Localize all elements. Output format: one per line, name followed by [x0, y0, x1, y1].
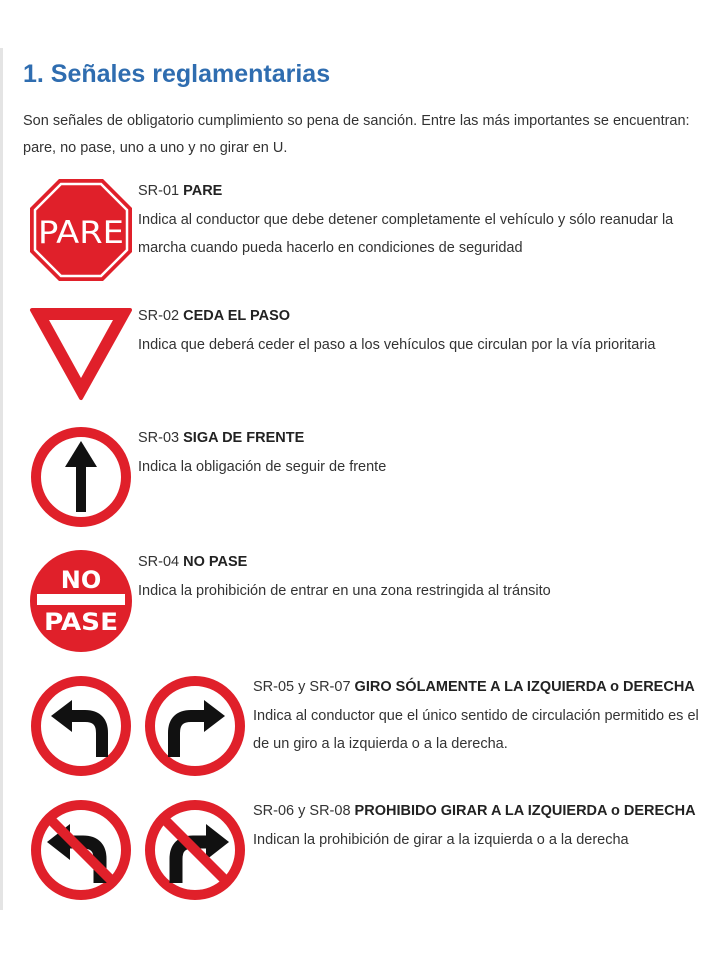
item-heading: [138, 553, 698, 571]
stop-sign-icon: [28, 177, 134, 283]
sign-item-giro-solamente: [0, 673, 720, 793]
item-description: Indica al conductor que el único sentido de circulación permitido es el de un giro a la izquierda o a la derecha.: [253, 708, 699, 752]
item-code: SR-06 y SR-08: [253, 803, 351, 819]
item-heading: [138, 429, 698, 447]
item-description: Indica la prohibición de entrar en una zona restringida al tránsito: [138, 583, 551, 599]
sign-item-prohibido-girar: [0, 797, 720, 917]
item-name: PROHIBIDO GIRAR A LA IZQUIERDA o DERECHA: [354, 803, 696, 819]
turn-right-only-sign-icon: [142, 673, 248, 779]
item-heading: [253, 678, 708, 696]
stop-sign-text: PARE: [38, 215, 124, 251]
item-description: Indican la prohibición de girar a la izquierda o a la derecha: [253, 832, 629, 848]
yield-sign-icon: [28, 304, 134, 410]
no-entry-text-bottom: PASE: [44, 608, 118, 636]
item-name: CEDA EL PASO: [183, 308, 291, 324]
item-name: PARE: [183, 183, 223, 199]
sign-item-pare: [0, 177, 720, 297]
sign-item-no-pase: [0, 548, 720, 668]
intro-paragraph: Son señales de obligatorio cumplimiento so pena de sanción. Entre las más importantes se encuentran: pare, no pase, uno a uno y no girar en U.: [23, 113, 690, 156]
sign-item-siga-de-frente: [0, 424, 720, 544]
turn-left-only-sign-icon: [28, 673, 134, 779]
no-entry-text-top: NO: [60, 566, 102, 594]
straight-ahead-sign-icon: [28, 424, 134, 530]
item-code: SR-03: [138, 430, 180, 446]
item-heading: [138, 307, 698, 325]
item-name: GIRO SÓLAMENTE A LA IZQUIERDA o DERECHA: [354, 679, 695, 695]
item-heading: [253, 802, 708, 820]
item-name: NO PASE: [183, 554, 248, 570]
item-name: SIGA DE FRENTE: [183, 430, 305, 446]
item-code: SR-04: [138, 554, 180, 570]
item-code: SR-05 y SR-07: [253, 679, 351, 695]
page-title: 1. Señales reglamentarias: [23, 60, 331, 88]
no-left-turn-sign-icon: [28, 797, 134, 903]
no-right-turn-sign-icon: [142, 797, 248, 903]
item-description: Indica al conductor que debe detener completamente el vehículo y sólo reanudar la marcha cuando pueda hacerlo en condiciones de seguridad: [138, 212, 674, 256]
item-code: SR-01: [138, 183, 180, 199]
item-code: SR-02: [138, 308, 180, 324]
sign-item-ceda-el-paso: [0, 302, 720, 422]
item-description: Indica la obligación de seguir de frente: [138, 459, 387, 475]
item-heading: [138, 182, 698, 200]
item-description: Indica que deberá ceder el paso a los vehículos que circulan por la vía prioritaria: [138, 337, 656, 353]
no-entry-sign-icon: [28, 548, 134, 654]
